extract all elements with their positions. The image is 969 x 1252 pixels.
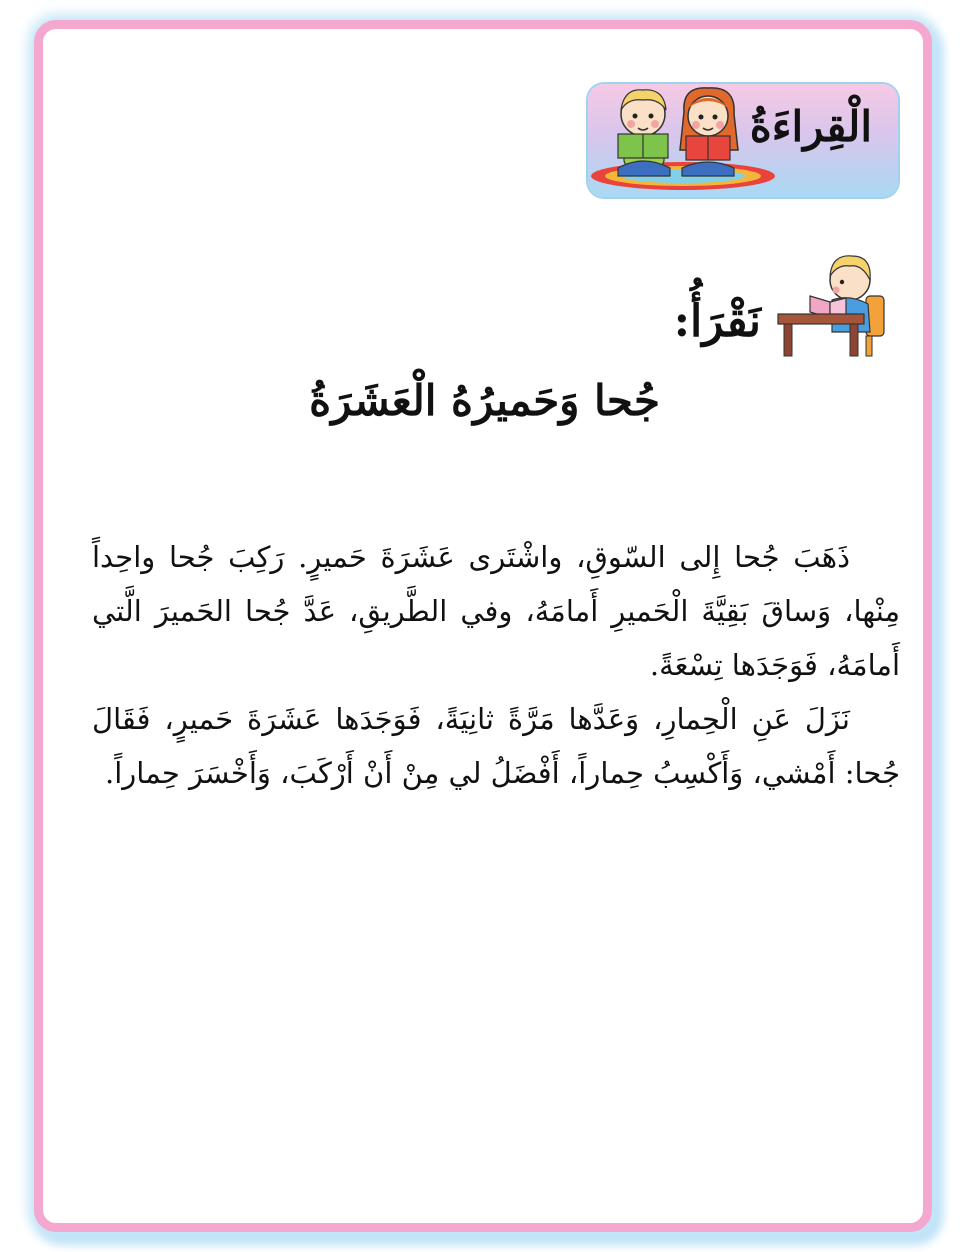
section-title: الْقِراءَةُ	[749, 102, 872, 151]
reading-child-icon	[770, 252, 890, 362]
section-banner	[588, 84, 898, 197]
story-paragraph: نَزَلَ عَنِ الْحِمارِ، وَعَدَّها مَرَّةً ثانِيَةً، فَوَجَدَها عَشَرَةَ حَميرٍ، فَقَالَ جُحا: أَمْشي، وَأَكْسِبُ حِماراً، أَفْضَلُ لي مِنْ أَنْ أَرْكَبَ، وَأَخْسَرَ حِماراً.	[92, 702, 900, 790]
story-title: جُحا وَحَميرُهُ الْعَشَرَةُ	[309, 376, 660, 425]
lesson-heading: نَقْرَأُ:	[673, 296, 761, 347]
story-paragraph: ذَهَبَ جُحا إِلى السّوقِ، واشْتَرى عَشَرَةَ حَميرٍ. رَكِبَ جُحا واحِداً مِنْها، وَساقَ بَقِيَّةَ الْحَميرِ أَمامَهُ، وفي الطَّريقِ، عَدَّ جُحا الحَميرَ الَّتي أَمامَهُ، فَوَجَدَها تِسْعَةً.	[92, 540, 900, 682]
story-body	[92, 530, 900, 800]
